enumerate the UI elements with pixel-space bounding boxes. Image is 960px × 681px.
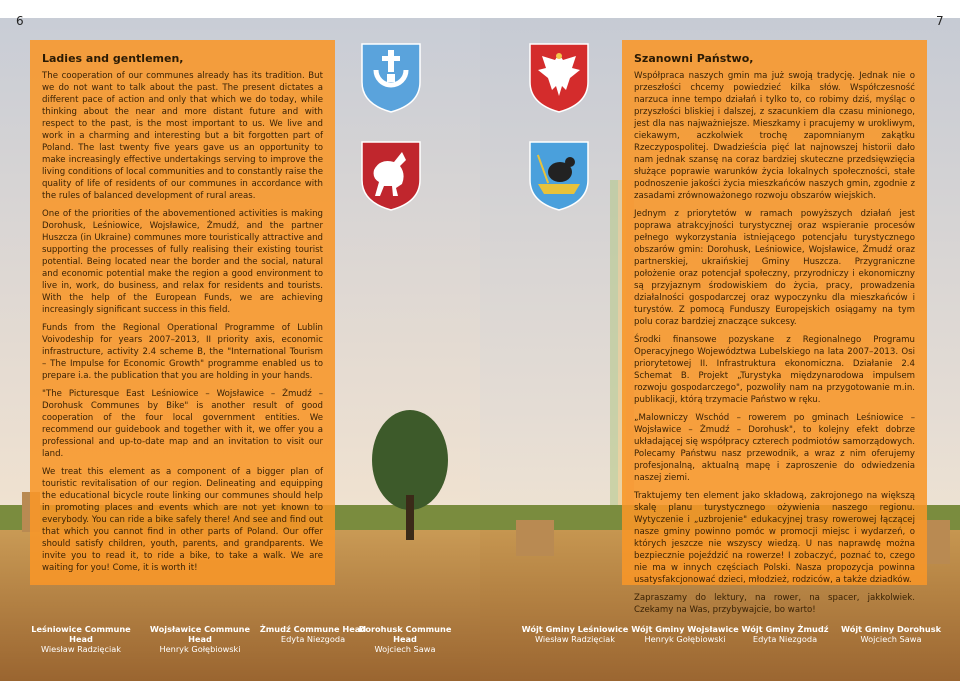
signature-lesniowice	[26, 624, 136, 654]
paragraph: Zapraszamy do lektury, na rower, na spacer, jakkolwiek. Czekamy na Was, przybywajcie, bo warto!	[634, 593, 915, 615]
signature-title: Wójt Gminy Żmudź	[741, 624, 829, 634]
paragraph: Traktujemy ten element jako składową, zakrojonego na większą skalę planu turystycznego ożywienia naszego regionu. Wytyczenie i „uzbrojenie" edukacyjnej trasy rowerowej łączącej nasze gminy powinno pomóc w promocji miejsc i wydarzeń, o których jeszcze nie wszyscy wiedzą. U nas naprawdę można bezpiecznie pojeździć na rowerze! I zobaczyć, poznać to, czego nie ma w innych częściach Polski. Nasza propozycja powinna usatysfakcjonować dzieci, młodzież, rodziców, a także dziadków.	[634, 491, 915, 585]
signature-title: Wojsławice Commune Head	[149, 624, 251, 644]
signature-name: Edyta Niezgoda	[752, 634, 818, 644]
intro-text-panel	[622, 40, 927, 615]
signature-wojslawice	[145, 624, 255, 654]
signature-wojslawice	[630, 624, 740, 644]
signature-title: Leśniowice Commune Head	[31, 624, 131, 644]
paragraph: Jednym z priorytetów w ramach powyższych działań jest poprawa atrakcyjności turystycznej oraz wspieranie procesów pełnego wykorzystania istniejącego potencjału turystycznego obszarów gmin: Dorohusk, Leśniowice, Wojsławice, Żmudź oraz partnerskiej, ukraińskiej Gminy Huszcza. Przygraniczne położenie oraz potencjał społeczny, przyrodniczy i ekonomiczny są przyjaznym środowiskiem do życia, pracy, prowadzenia działalności gospodarczej oraz wypoczynku dla mieszkańców i turystów. Z pomocą Funduszy Europejskich osiągamy na tym polu coraz bardziej znaczące sukcesy.	[634, 209, 915, 327]
paragraph: We treat this element as a component of a bigger plan of touristic revitalisation of our region. Delineating and equipping the educational bicycle route linking our communes should help in promoting places and events which are not yet known to everybody. You can ride a bike safely there! And see and find out that which you cannot find in other parts of Poland. Our offer should satisfy children, youth, parents, and grandparents. We invite you to read it, to ride a bike, to take a walk. We are waiting for you! Come, it is worth it!	[42, 467, 323, 573]
signature-name: Henryk Gołębiowski	[159, 644, 241, 654]
signature-lesniowice	[520, 624, 630, 644]
paragraph: Środki finansowe pozyskane z Regionalnego Programu Operacyjnego Województwa Lubelskiego na lata 2007–2013. Osi priorytetowej II. Infrastruktura ekonomiczna. Działanie 2.4 Schemat B. Projekt „Turystyka międzynarodowa impulsem rozwoju gospodarczego", pozwoliły nam na przygotowanie m.in. publikacji, którą trzymacie Państwo w ręku.	[634, 335, 915, 405]
greeting-heading: Szanowni Państwo,	[634, 52, 754, 65]
signature-dorohusk	[836, 624, 946, 644]
paragraph: The cooperation of our communes already has its tradition. But we do not want to talk about the past. The present dictates a different pace of action and only that which we do today, while thinking about the near and more distant future and with respect to the past, is the most important to us. We live and work in a charming and interesting but a bit forgotten part of Poland. The last twenty five years gave us an opportunity to make increasingly effective undertakings serving to improve the living conditions of local communities and to constantly raise the quality of life of residents of our communes in accordance with the rules of balanced development of rural areas.	[42, 71, 323, 201]
page-number: 7	[936, 14, 944, 28]
horseshoe-cross-crest-icon	[360, 42, 422, 114]
paragraph: Współpraca naszych gmin ma już swoją tradycję. Jednak nie o przeszłości chcemy powiedzieć kilka słów. Współczesność narzuca inne tempo działań i tylko to, co robimy dziś, myśląc o przyszłości bliskiej i dalszej, z szacunkiem dla czasu minionego, jest dla nas najważniejsze. Mieszkamy i pracujemy w urokliwym, ciekawym, aczkolwiek trochę zapomnianym zakątku Rzeczypospolitej. Dwadzieścia pięć lat najnowszej historii dało nam jednak szansę na coraz bardziej skuteczne przedsięwzięcia służące poprawie warunków życia lokalnych społeczności, stałe podnoszenie jakości życia mieszkańców naszych gmin, zgodnie z zasadami zrównoważonego rozwoju obszarów wiejskich.	[634, 71, 915, 201]
signature-dorohusk	[350, 624, 460, 654]
signature-name: Wojciech Sawa	[860, 634, 922, 644]
intro-text-panel	[30, 40, 335, 585]
signature-zmudz	[730, 624, 840, 644]
signature-name: Henryk Gołębiowski	[644, 634, 726, 644]
paragraph: „Malowniczy Wschód – rowerem po gminach Leśniowice – Wojsławice – Żmudź – Dorohusk", to kolejny efekt dobrze układającej się współpracy czterech podmiotów samorządowych. Polecamy Państwu nasz przewodnik, a wraz z nim oferujemy profesjonalną, aktualną mapę i zaproszenie do odwiedzenia naszej ziemi.	[634, 413, 915, 483]
paragraph: "The Picturesque East Leśniowice – Wojsławice – Żmudź – Dorohusk Communes by Bike" is another result of good cooperation of the four local government entities. We recommend our guidebook and together with it, we offer you a professional and up-to-date map and an invitation to visit our land.	[42, 389, 323, 459]
bear-boat-crest-icon	[528, 140, 590, 212]
page-number: 6	[16, 14, 24, 28]
signature-title: Wójt Gminy Dorohusk	[840, 624, 942, 634]
paragraph: Funds from the Regional Operational Programme of Lublin Voivodeship for years 2007–2013, II priority axis, economic infrastructure, activity 2.4 scheme B, the "International Tourism – The Impulse for Economic Growth" programme enabled us to prepare i.a. the publication that you are holding in your hands.	[42, 323, 323, 381]
signature-name: Wiesław Radzięciak	[40, 644, 121, 654]
white-horse-crest-icon	[360, 140, 422, 212]
paragraph: One of the priorities of the abovementioned activities is making Dorohusk, Leśniowice, Wojsławice, Żmudź, and the partner Huszcza (in Ukraine) communes more touristically attractive and supporting the processes of fully realising their existing tourist potential. Being located near the border and the social, natural and economic potential make the region a good environment to live in, work, do business, and relax for residents and tourists. With the help of the European Funds, we are achieving increasingly significant success in this field.	[42, 209, 323, 315]
signature-name: Wiesław Radzięciak	[534, 634, 615, 644]
signature-title: Żmudź Commune Head	[259, 624, 367, 634]
signature-title: Dorohusk Commune Head	[358, 624, 452, 644]
greeting-heading: Ladies and gentlemen,	[42, 52, 184, 65]
signature-title: Wójt Gminy Wojsławice	[631, 624, 739, 634]
signature-name: Wojciech Sawa	[374, 644, 436, 654]
signature-title: Wójt Gminy Leśniowice	[521, 624, 629, 634]
right-page	[480, 0, 960, 681]
signature-name: Edyta Niezgoda	[280, 634, 346, 644]
white-eagle-crest-icon	[528, 42, 590, 114]
